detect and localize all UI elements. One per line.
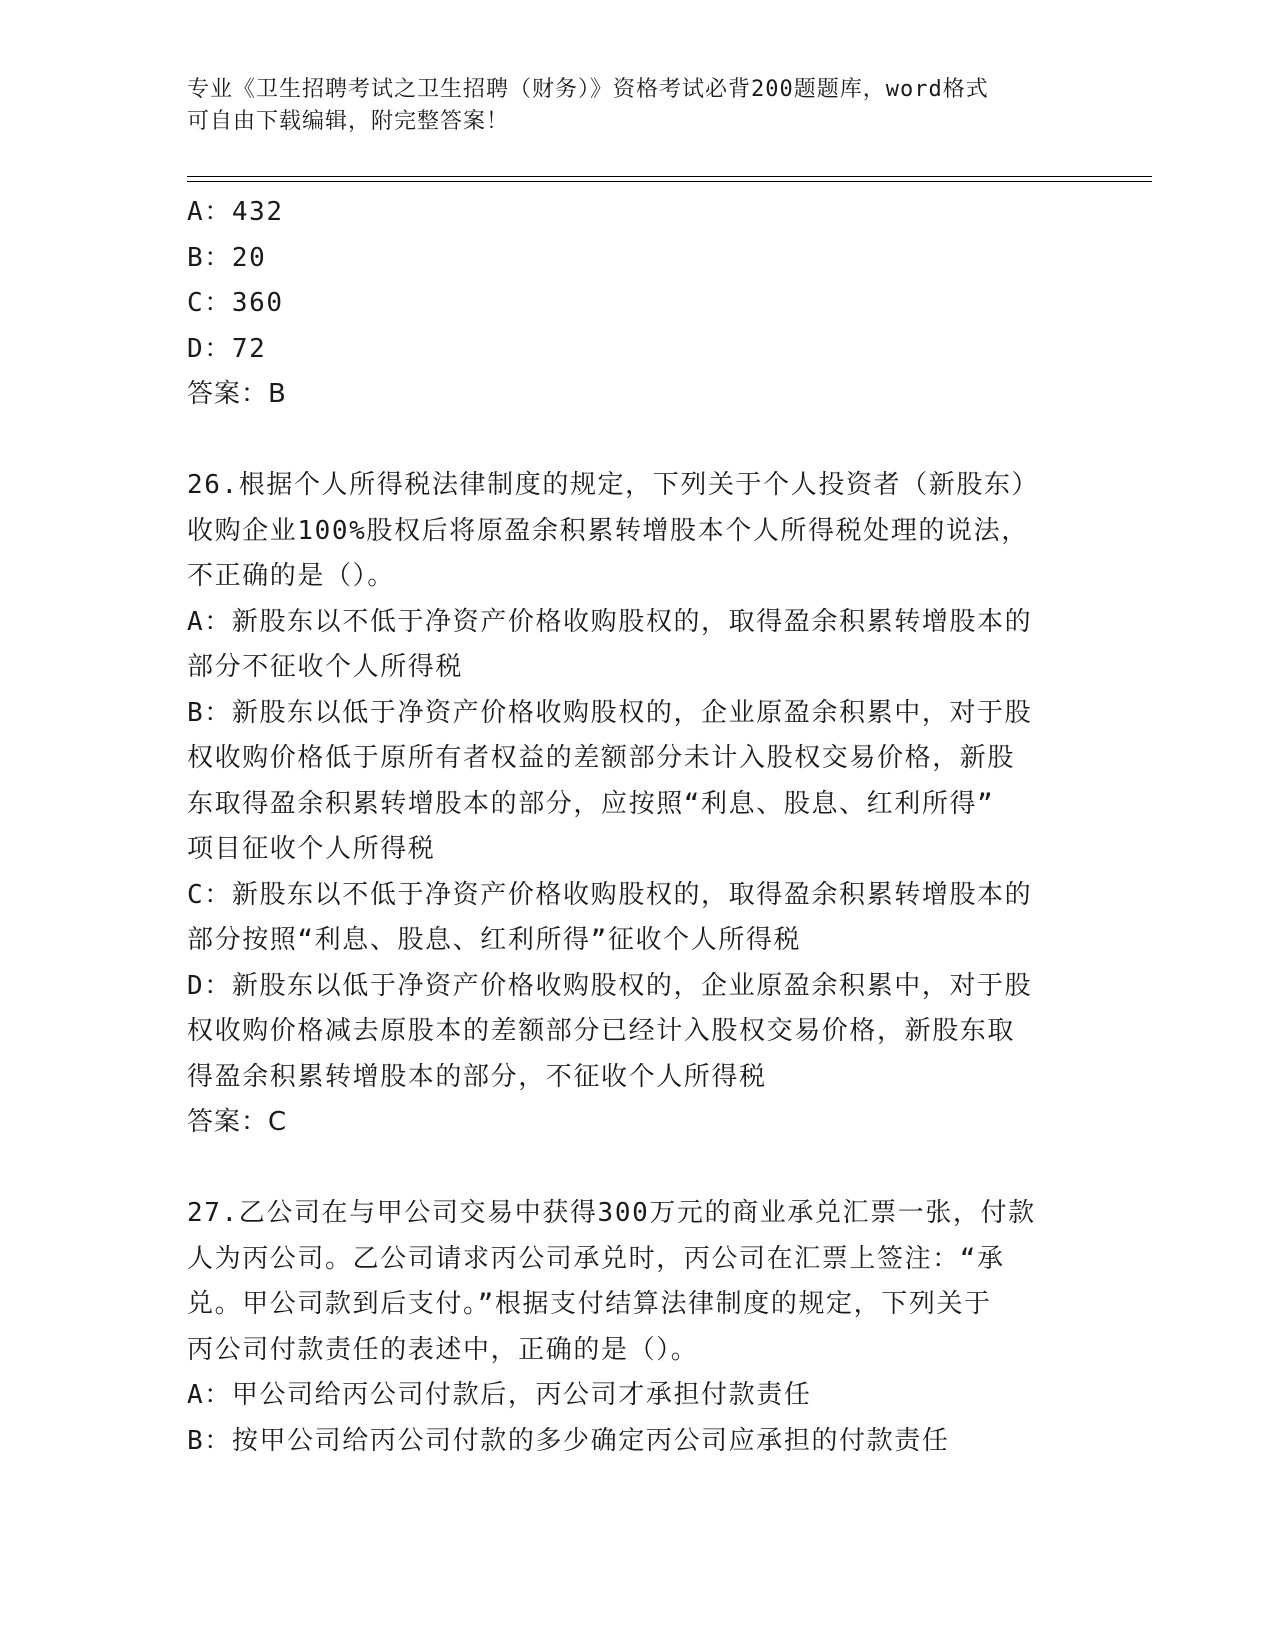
question-27-text-line: 27.乙公司在与甲公司交易中获得300万元的商业承兑汇票一张，付款 (187, 1198, 1036, 1228)
option-c-line: C：新股东以不低于净资产价格收购股权的，取得盈余积累转增股本的 (187, 879, 1033, 910)
option-b: B：20 (187, 242, 267, 273)
option-a-line: A：新股东以不低于净资产价格收购股权的，取得盈余积累转增股本的 (187, 606, 1033, 637)
option-b-line: 权收购价格低于原所有者权益的差额部分未计入股权交易价格，新股 (187, 743, 1016, 773)
spacer (187, 1146, 1087, 1192)
header-divider-bottom (187, 181, 1152, 182)
option-b-line: 东取得盈余积累转增股本的部分，应按照“利息、股息、红利所得” (187, 788, 995, 819)
question-25-options (187, 190, 1087, 418)
option-d: D：72 (187, 333, 267, 364)
option-c: C：360 (187, 288, 284, 318)
option-d-line: 权收购价格减去原股本的差额部分已经计入股权交易价格，新股东取 (187, 1016, 1016, 1046)
option-c-line: 部分按照“利息、股息、红利所得”征收个人所得税 (187, 925, 802, 955)
question-26-text-line: 不正确的是（）。 (187, 561, 395, 591)
header-line-1: 专业《卫生招聘考试之卫生招聘（财务）》资格考试必背200题题库，word格式 (187, 77, 989, 102)
question-content (187, 190, 1087, 1464)
option-b: B：按甲公司给丙公司付款的多少确定丙公司应承担的付款责任 (187, 1425, 950, 1456)
header-line-2: 可自由下载编辑，附完整答案！ (187, 109, 510, 134)
option-d-line: D：新股东以低于净资产价格收购股权的，企业原盈余积累中，对于股 (187, 970, 1033, 1001)
answer-26: 答案：C (187, 1107, 288, 1137)
document-header (187, 74, 1067, 138)
header-divider-top (187, 176, 1152, 177)
question-26 (187, 463, 1087, 1146)
option-b-line: B：新股东以低于净资产价格收购股权的，企业原盈余积累中，对于股 (187, 697, 1033, 728)
question-27-text-line: 人为丙公司。乙公司请求丙公司承兑时，丙公司在汇票上签注：“承 (187, 1243, 1005, 1274)
question-27 (187, 1191, 1087, 1464)
option-a: A：甲公司给丙公司付款后，丙公司才承担付款责任 (187, 1380, 812, 1410)
option-b-line: 项目征收个人所得税 (187, 834, 436, 864)
answer-25: 答案：B (187, 379, 287, 409)
option-a-line: 部分不征收个人所得税 (187, 652, 464, 682)
question-27-text-line: 兑。甲公司款到后支付。”根据支付结算法律制度的规定，下列关于 (187, 1289, 992, 1319)
question-26-text-line: 26.根据个人所得税法律制度的规定，下列关于个人投资者（新股东） (187, 470, 1040, 500)
option-a: A：432 (187, 197, 284, 227)
question-26-text-line: 收购企业100%股权后将原盈余积累转增股本个人所得税处理的说法， (187, 515, 1029, 546)
spacer (187, 418, 1087, 464)
option-d-line: 得盈余积累转增股本的部分，不征收个人所得税 (187, 1061, 767, 1092)
question-27-text-line: 丙公司付款责任的表述中，正确的是（）。 (187, 1334, 699, 1365)
